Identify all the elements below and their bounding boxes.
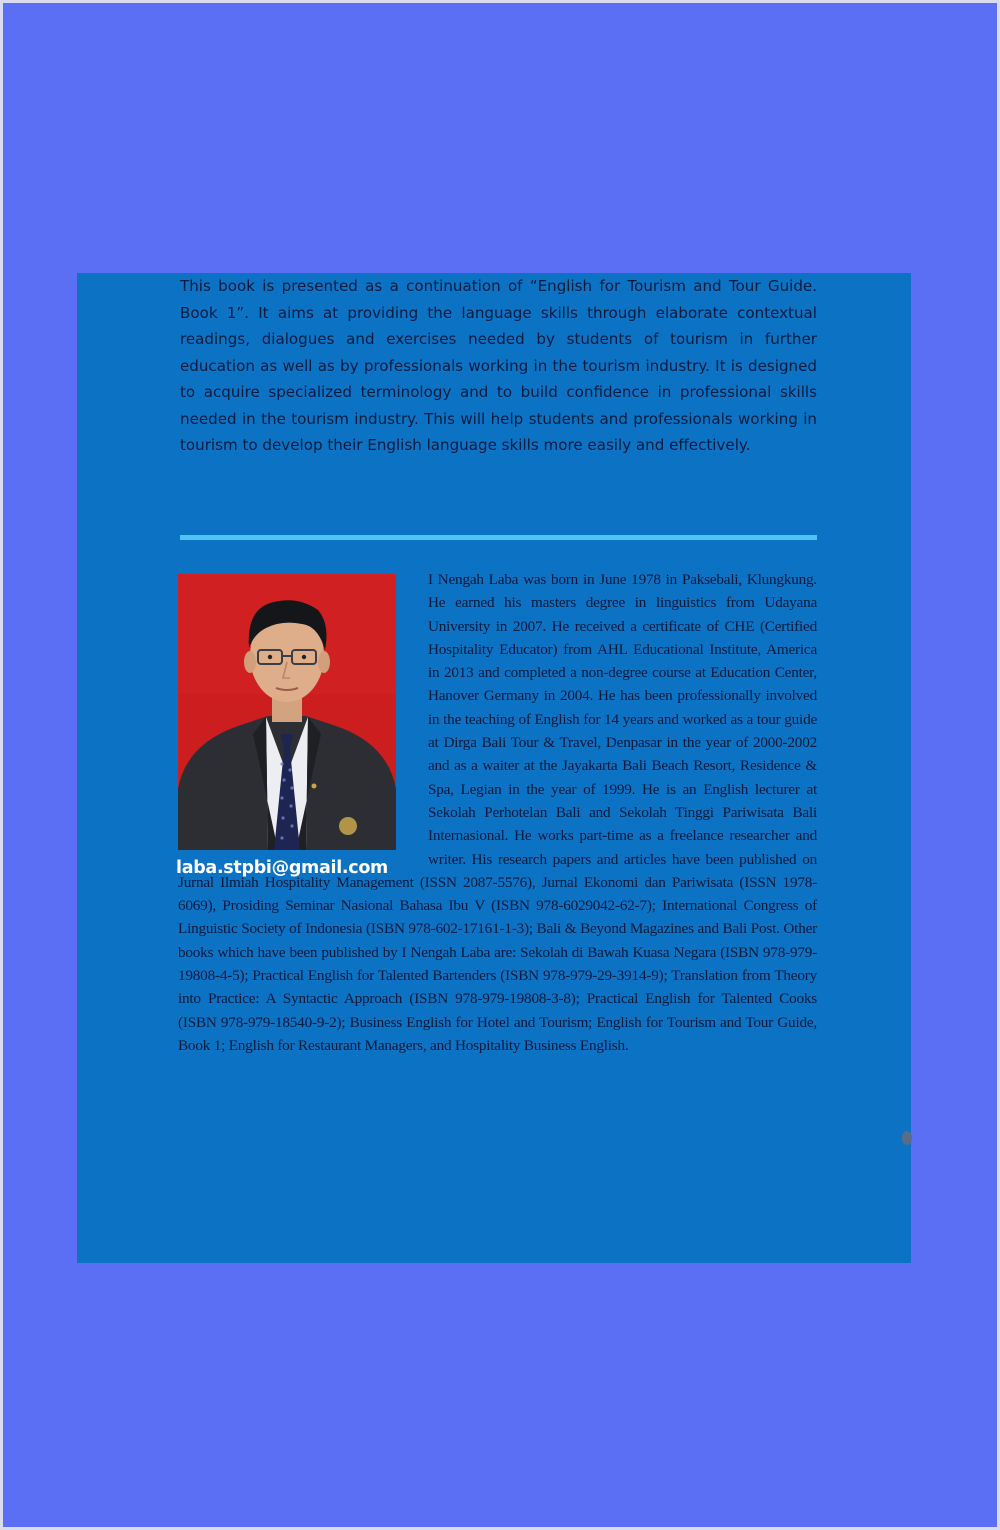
photo-wrap-spacer	[178, 568, 428, 868]
author-email: laba.stpbi@gmail.com	[176, 858, 388, 878]
author-bio-block	[178, 568, 817, 1057]
author-bio: I Nengah Laba was born in June 1978 in Paksebali, Klungkung. He earned his masters degree in linguistics from Udayana University in 2007. He received a certificate of CHE (Certified Hospitality Educator) from AHL Educational Institute, America in 2013 and completed a non-degree course at Education Center, Hanover Germany in 2004. He has been professionally involved in the teaching of English for 14 years and worked as a tour guide at Dirga Bali Tour & Travel, Denpasar in the year of 2000-2002 and as a waiter at the Jayakarta Bali Beach Resort, Residence & Spa, Legian in the year of 1999. He is an English lecturer at Sekolah Perhotelan Bali and Sekolah Tinggi Pariwisata Bali Internasional. He works part-time as a freelance researcher and writer. His research papers and articles have been published on Jurnal Ilmiah Hospitality Management (ISSN 2087-5576), Jurnal Ekonomi dan Pariwisata (ISSN 1978-6069), Prosiding Seminar Nasional Bahasa Ibu V (ISBN 978-6029042-62-7); International Congress of Linguistic Society of Indonesia (ISBN 978-602-17161-1-3); Bali & Beyond Magazines and Bali Post. Other books which have been published by I Nengah Laba are: Sekolah di Bawah Kuasa Negara (ISBN 978-979-19808-4-5); Practical English for Talented Bartenders (ISBN 978-979-29-3914-9); Translation from Theory into Practice: A Syntactic Approach (ISBN 978-979-19808-3-8); Practical English for Talented Cooks (ISBN 978-979-18540-9-2); Business English for Hotel and Tourism; English for Tourism and Tour Guide, Book 1; English for Restaurant Managers, and Hospitality Business English.	[178, 571, 817, 1054]
section-divider	[180, 535, 817, 540]
book-description: This book is presented as a continuation of “English for Tourism and Tour Guide. Book 1”. It aims at providing the language skills through elaborate contextual readings, dialogues and exercises needed by students of tourism in further education as well as by professionals working in the tourism industry. It is designed to acquire specialized terminology and to build confidence in professional skills needed in the tourism industry. This will help students and professionals working in tourism to develop their English language skills more easily and effectively.	[180, 277, 817, 454]
edge-mark	[902, 1131, 912, 1145]
